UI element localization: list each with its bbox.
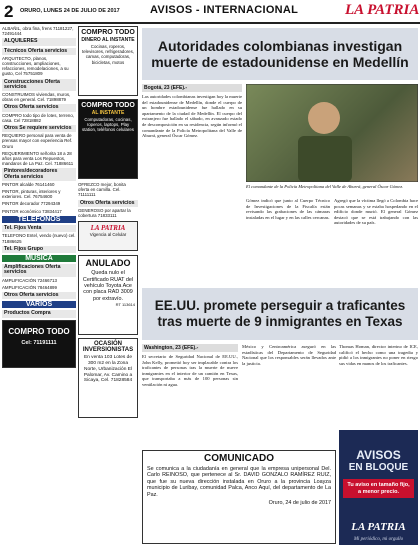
article2-headline: EE.UU. promete perseguir a traficantes tras muerte de 9 inmigrantes en Texas [142, 288, 418, 340]
avisos-en-bloque-promo [339, 430, 418, 545]
ad-subtitle: DINERO AL INSTANTE [81, 37, 135, 43]
classified-item: REQUIERO personal para venta de prensas mayor con experiencia Ref. Oruro [2, 133, 73, 149]
promo-brand: LA PATRIA [351, 521, 406, 533]
notice-text: Queda nulo el Certificado RUAT del vehículo Toyota Ace con placa RAD 3009 por extravío. [82, 270, 134, 302]
comunicado-notice [142, 450, 336, 544]
page-number: 2 [4, 2, 14, 21]
ocasion-inversionistas-ad [78, 338, 138, 418]
article1-body: Las autoridades colombianas investigan hoy la muerte del estadounidense de Medellín, donde el cuerpo de un hombre estadounidense fue hallado en su apartamento de la ciudad de Medellín. El cuerpo del extranjero fue hallado el sábado, en avanzado estado de descomposición en su residencia, según informó el comandante de la Policía Metropolitana del Valle de Aburrá, general Óscar Gómez. [142, 94, 242, 139]
category-header: Otros Oferta servicios [78, 200, 138, 207]
ad-title: OCASIÓN INVERSIONISTAS [82, 341, 134, 354]
page-date: ORURO, LUNES 24 DE JULIO DE 2017 [20, 8, 120, 14]
article2-body-3: Thomas Homan, director interino de ICE, calificó el hecho como una tragedia y pidió a los inmigrantes no poner en riesgo sus vidas en manos de los traficantes. [339, 344, 418, 366]
category-banner-telefonos: TELEFONOS [2, 216, 76, 223]
category-banner-musica: MÚSICA [2, 255, 76, 262]
category-header: Pintores/decoradores Oferta servicios [2, 168, 76, 180]
ads-column [78, 26, 138, 546]
classified-item: ARQUITECTO, planos, construcciones, ampliaciones, refacciones, remodelaciones, a su gusto, Cel 75751809 [2, 55, 69, 77]
notice-text: Se comunica a la ciudadanía en general que la empresa unipersonal Del. Carlo REINOSO, que pertenece al Sr. DAVID GONZALO RAMÍREZ RUIZ, que fue su nueva dirección instalada en Oruro a la provincia Loayza municipio de Luribay, comunidad Palca, Anco Aquí, del departamento de La Paz. [147, 466, 331, 498]
category-banner-varios: VARIOS [2, 301, 76, 308]
ad-title: COMPRO TODO [8, 326, 70, 336]
officer-photo-icon [246, 84, 418, 182]
ad-subtitle: Cel: 71191111 [21, 339, 57, 346]
category-header: Tel. Fijos Grupo [2, 246, 76, 253]
article1-body-3: Agregó que la víctima llegó a Colombia hace pocas semanas y se estaba hospedando en el edificio donde murió. El general Gómez destacó que se está trabajando con las autoridades de su país. [334, 198, 418, 226]
ad-title: COMPRO TODO [81, 29, 135, 36]
notice-title: ANULADO [85, 258, 131, 269]
category-header: Técnicos Oferta servicios [2, 48, 76, 55]
article1-caption: El comandante de la Policía Metropolitana del Valle de Aburrá, general Óscar Gómez. [246, 184, 404, 189]
ad-text: En venta 103 Lotes de 300 m2 en la Zona Norte, Urbanización El Palomar, Av. Camino a Sicaya, Cel. 71828584 [83, 355, 133, 384]
classified-item: GENEROSO por apartar la cobertura 71833111 [78, 207, 131, 219]
header-rule [0, 22, 420, 24]
la-patria-promo-ad [78, 221, 138, 251]
ad-text: Computadoras, cocinas, roperos, laptops, Play station, teléfonos celulares [82, 117, 134, 133]
article2-body: El secretario de Seguridad Nacional de EE.UU., John Kelly, prometió hoy ser implacable contra los traficantes de personas tras la muerte de nueve inmigrantes en el interior de un camión en Texas, que transportaba a más de 100 personas sin ventilación ni agua. [142, 354, 238, 387]
notice-date: Oruro, 24 de julio de 2017 [268, 500, 331, 507]
classified-item: OFREZCO mejor, bonita oferta en camilla. Cel. 71111111 [78, 182, 126, 198]
classified-item: PINTOR económico 73834417 [2, 208, 62, 214]
category-header: Otros Se requiere servicios [2, 125, 76, 132]
classified-item: COMPRO todo tipo de lotes, terreno, casa. Cel 72818882 [2, 112, 74, 123]
ad-subtitle: AL INSTANTE [91, 110, 125, 116]
category-header: Otros Oferta servicios [2, 292, 76, 299]
article1-photo [246, 84, 418, 182]
promo-line2: EN BLOQUE [348, 462, 409, 473]
classified-item: PINTOR, pinturas, interiores y exteriores. Cel. 76754600 [2, 189, 61, 200]
newspaper-logo: LA PATRIA [345, 2, 420, 18]
promo-line1: AVISOS [356, 448, 401, 462]
notice-title: COMUNICADO [204, 453, 274, 464]
article2-body-2: México y Centroamérica aseguró en las estadísticas del Departamento de Seguridad Nacional que los responsables serán llevados ante la justicia. [242, 344, 336, 366]
ad-title: COMPRO TODO [81, 102, 135, 109]
category-header: Productos Compra [2, 310, 76, 317]
article2-dateline: Washington, 23 (EFE).- [142, 344, 238, 352]
classified-item: AMPLIFICACIÓN 72466713 [2, 277, 57, 283]
classified-item: AMPLIFICACIÓN 78464899 [2, 284, 57, 290]
article1-headline: Autoridades colombianas investigan muerte de estadounidense en Medellín [142, 28, 418, 80]
category-header: Tel. Fijos Venta [2, 225, 76, 232]
promo-slogan: Mi periódico, mi orgullo [353, 537, 404, 542]
anulado-notice [78, 255, 138, 335]
classified-item: TELEFONO Entel, vendo (nuevo) cel. 71886625 [2, 233, 76, 244]
classified-item: CONSTRUIMOS viviendas, muros, obras en general. Cel. 71898879 [2, 92, 71, 103]
page-header [0, 0, 420, 22]
classified-item: PINTOR decorador 77294349 [2, 201, 61, 207]
category-header: Construcciones Oferta servicios [2, 79, 76, 91]
notice-code: RT 113614 [115, 302, 135, 308]
ad-title: LA PATRIA [90, 224, 126, 233]
article2-column-a [142, 344, 238, 452]
compro-todo-dinero-ad [78, 26, 138, 96]
classified-item: ALBAÑIL, obra fina, frens 71181227, 72491444 [2, 26, 74, 37]
ad-text: Cocinas, roperos, televisores, refrigeradores, camas, computadoras, bicicletas, motos [82, 44, 134, 65]
compro-todo-instante-ad [78, 99, 138, 179]
category-header: Otros Oferta servicios [2, 104, 76, 111]
classified-item: REQUERIMIENTO señorita 18 a 28 años para venta Los Repuestos, mandaros de La Paz. Cel. 71886611 [2, 150, 74, 167]
category-header: Amplificaciones Oferta servicios [2, 264, 76, 276]
promo-line3: Tu aviso en tamaño fijo, a menor precio. [343, 479, 414, 498]
compro-todo-ad [2, 320, 76, 368]
article1-column-a [142, 84, 242, 272]
classifieds-column [2, 26, 76, 546]
article1-body-2: Gómez indicó que junto al Cuerpo Técnico de Investigaciones de la Fiscalía están revisando las grabaciones de las cámaras instaladas en el lugar y en las calles cercanas. [246, 198, 330, 220]
section-title: AVISOS - INTERNACIONAL [150, 4, 299, 16]
classified-item: PINTOR alcalde 76141460 [2, 181, 55, 187]
category-header: ALQUILERES [2, 38, 76, 45]
ad-subtitle: Vigencia al Celular [89, 232, 127, 238]
article1-dateline: Bogotá, 23 (EFE).- [142, 84, 242, 92]
